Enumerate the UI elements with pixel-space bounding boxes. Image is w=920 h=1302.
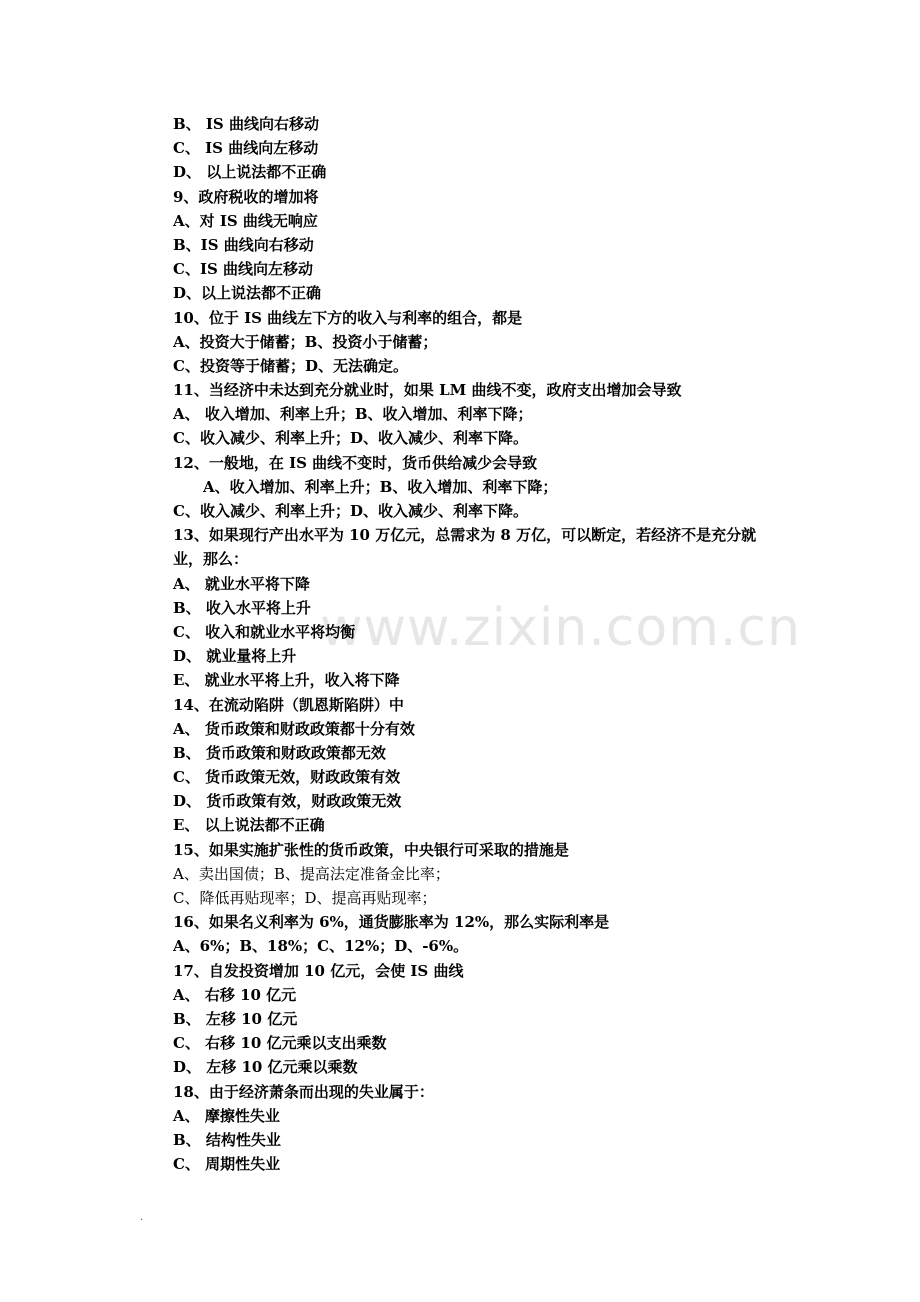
text-line: A、收入增加、利率上升；B、收入增加、利率下降； xyxy=(203,477,558,496)
text-line: C、 右移 10 亿元乘以支出乘数 xyxy=(173,1034,387,1053)
text-line: D、 左移 10 亿元乘以乘数 xyxy=(173,1058,358,1077)
text-line: C、 周期性失业 xyxy=(173,1155,281,1174)
text-line: B、 左移 10 亿元 xyxy=(173,1009,298,1028)
text-line: A、 货币政策和财政政策都十分有效 xyxy=(173,719,415,738)
text-line: E、 以上说法都不正确 xyxy=(173,816,325,835)
text-line: A、卖出国债；B、提高法定准备金比率； xyxy=(173,864,450,883)
text-line: D、 就业量将上升 xyxy=(173,647,297,666)
text-line: C、降低再贴现率；D、提高再贴现率； xyxy=(173,889,437,907)
text-line: B、IS 曲线向右移动 xyxy=(173,235,314,254)
text-line: A、 摩擦性失业 xyxy=(173,1106,280,1125)
text-line: 10、位于 IS 曲线左下方的收入与利率的组合，都是 xyxy=(173,308,523,327)
text-line: 9、政府税收的增加将 xyxy=(173,187,319,206)
text-line: D、 货币政策有效，财政政策无效 xyxy=(173,792,402,811)
text-line: E、 就业水平将上升，收入将下降 xyxy=(173,671,400,690)
text-line: C、IS 曲线向左移动 xyxy=(173,260,314,279)
text-line: 11、当经济中未达到充分就业时，如果 LM 曲线不变，政府支出增加会导致 xyxy=(173,381,682,400)
text-line: C、 IS 曲线向左移动 xyxy=(173,139,319,158)
footer-mark: . xyxy=(140,1212,144,1223)
text-line: 16、如果名义利率为 6%，通货膨胀率为 12%，那么实际利率是 xyxy=(173,913,610,932)
text-line: 14、在流动陷阱（凯恩斯陷阱）中 xyxy=(173,695,404,714)
text-line: 13、如果现行产出水平为 10 万亿元，总需求为 8 万亿，可以断定，若经济不是充分就 xyxy=(173,526,757,545)
text-line: 业，那么： xyxy=(173,550,249,569)
text-line: 18、由于经济萧条而出现的失业属于： xyxy=(173,1082,434,1101)
text-line: 17、自发投资增加 10 亿元，会使 IS 曲线 xyxy=(173,961,464,980)
text-line: A、投资大于储蓄；B、投资小于储蓄； xyxy=(173,332,438,351)
text-line: D、 以上说法都不正确 xyxy=(173,163,327,182)
watermark-text: www.zixin.com.cn xyxy=(320,598,801,658)
question-list xyxy=(173,112,813,1176)
text-line: C、 收入和就业水平将均衡 xyxy=(173,622,356,641)
text-line: C、投资等于储蓄；D、无法确定。 xyxy=(173,356,408,375)
text-line: B、 收入水平将上升 xyxy=(173,598,311,617)
text-line: C、收入减少、利率上升；D、收入减少、利率下降。 xyxy=(173,429,528,448)
text-line: A、 就业水平将下降 xyxy=(173,574,310,593)
text-line: C、收入减少、利率上升；D、收入减少、利率下降。 xyxy=(173,502,528,520)
text-line: B、 货币政策和财政政策都无效 xyxy=(173,743,386,762)
text-line: C、 货币政策无效，财政政策有效 xyxy=(173,768,401,787)
text-line: 15、如果实施扩张性的货币政策，中央银行可采取的措施是 xyxy=(173,840,569,859)
text-line: A、6%；B、18%；C、12%；D、-6%。 xyxy=(173,937,469,956)
text-line: D、以上说法都不正确 xyxy=(173,284,322,303)
text-line: A、 收入增加、利率上升；B、收入增加、利率下降； xyxy=(173,405,533,424)
text-line: A、对 IS 曲线无响应 xyxy=(173,211,318,230)
text-line: A、 右移 10 亿元 xyxy=(173,985,297,1004)
text-line: 12、一般地，在 IS 曲线不变时，货币供给减少会导致 xyxy=(173,453,538,472)
text-line: B、 IS 曲线向右移动 xyxy=(173,115,319,133)
text-line: B、 结构性失业 xyxy=(173,1130,281,1149)
